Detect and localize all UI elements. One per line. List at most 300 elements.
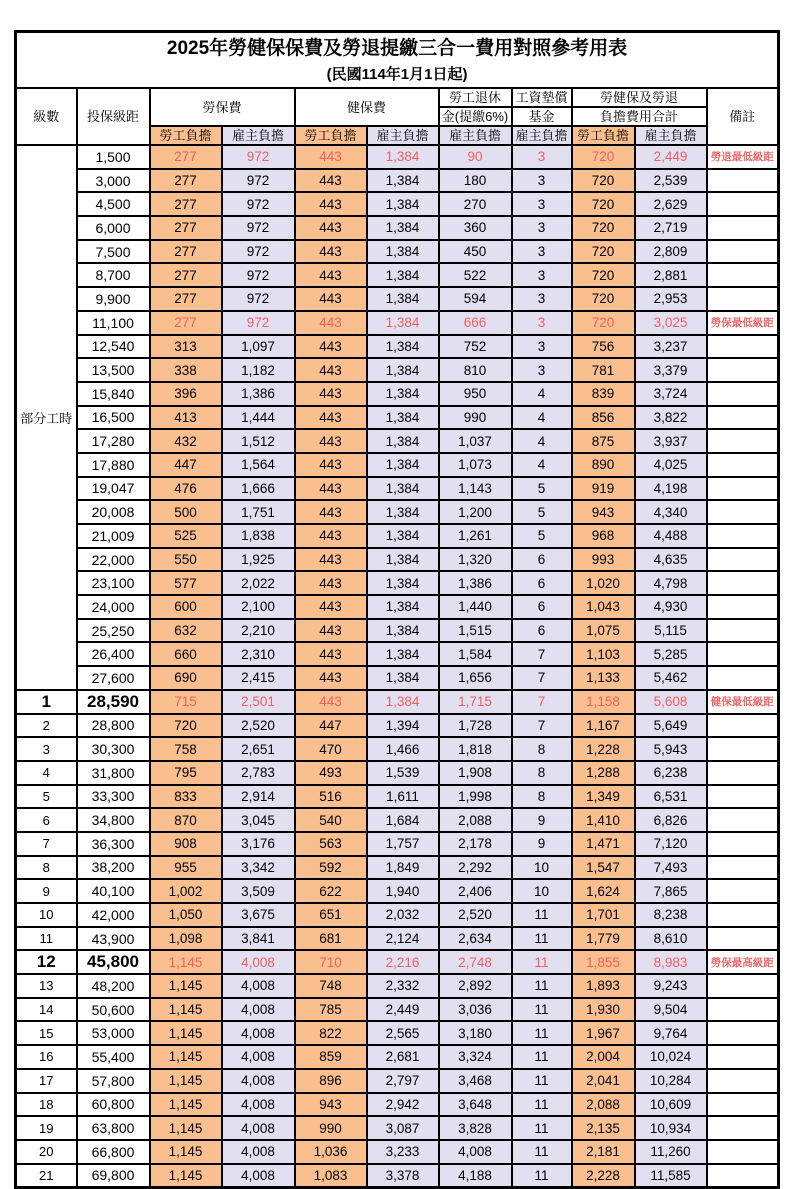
fund-employer-cell: 5	[512, 500, 572, 524]
health-employee-cell: 443	[295, 524, 367, 548]
table-row	[16, 737, 779, 761]
health-employer-cell: 1,394	[367, 714, 439, 738]
remark-cell	[707, 998, 779, 1022]
fund-employer-cell: 11	[512, 1164, 572, 1188]
level-cell: 15	[16, 1021, 77, 1045]
labor-employer-cell: 1,386	[222, 382, 295, 406]
fund-employer-cell: 5	[512, 477, 572, 501]
health-employee-cell: 443	[295, 192, 367, 216]
remark-cell	[707, 879, 779, 903]
remark-cell	[707, 714, 779, 738]
bracket-cell: 24,000	[77, 595, 150, 619]
labor-employer-cell: 4,008	[222, 974, 295, 998]
labor-employer-cell: 4,008	[222, 1045, 295, 1069]
table-row	[16, 761, 779, 785]
total-employee-cell: 2,181	[572, 1140, 635, 1164]
labor-employer-cell: 4,008	[222, 1069, 295, 1093]
fund-employer-cell: 10	[512, 856, 572, 880]
total-employer-cell: 9,243	[635, 974, 707, 998]
bracket-cell: 31,800	[77, 761, 150, 785]
level-cell: 16	[16, 1045, 77, 1069]
table-row	[16, 524, 779, 548]
health-employee-cell: 443	[295, 571, 367, 595]
labor-employee-cell: 1,145	[150, 950, 222, 974]
pension-employer-cell: 990	[439, 406, 512, 430]
fund-employer-cell: 6	[512, 595, 572, 619]
header-total-line2: 負擔費用合計	[572, 107, 707, 126]
labor-employer-cell: 972	[222, 287, 295, 311]
fund-employer-cell: 3	[512, 216, 572, 240]
level-cell: 8	[16, 856, 77, 880]
labor-employer-cell: 972	[222, 240, 295, 264]
fund-employer-cell: 7	[512, 690, 572, 714]
total-employee-cell: 720	[572, 311, 635, 335]
health-employer-cell: 1,384	[367, 500, 439, 524]
remark-cell	[707, 263, 779, 287]
labor-employer-cell: 1,512	[222, 429, 295, 453]
remark-cell	[707, 453, 779, 477]
health-employee-cell: 443	[295, 642, 367, 666]
fund-employer-cell: 4	[512, 406, 572, 430]
labor-employer-cell: 3,675	[222, 903, 295, 927]
bracket-cell: 25,250	[77, 619, 150, 643]
health-employee-cell: 681	[295, 927, 367, 951]
table-row	[16, 216, 779, 240]
total-employer-cell: 4,025	[635, 453, 707, 477]
labor-employee-cell: 1,145	[150, 1045, 222, 1069]
labor-employee-cell: 758	[150, 737, 222, 761]
labor-employer-cell: 4,008	[222, 1164, 295, 1188]
health-employer-cell: 1,384	[367, 429, 439, 453]
total-employer-cell: 6,238	[635, 761, 707, 785]
health-employer-cell: 1,539	[367, 761, 439, 785]
health-employee-cell: 443	[295, 406, 367, 430]
labor-employee-cell: 632	[150, 619, 222, 643]
remark-cell	[707, 595, 779, 619]
bracket-cell: 12,540	[77, 335, 150, 359]
bracket-cell: 7,500	[77, 240, 150, 264]
bracket-cell: 33,300	[77, 785, 150, 809]
labor-employee-cell: 550	[150, 548, 222, 572]
remark-cell	[707, 1021, 779, 1045]
header-fund-line2: 基金	[512, 107, 572, 126]
labor-employee-cell: 313	[150, 335, 222, 359]
total-employer-cell: 4,798	[635, 571, 707, 595]
bracket-cell: 30,300	[77, 737, 150, 761]
total-employee-cell: 1,349	[572, 785, 635, 809]
bracket-cell: 43,900	[77, 927, 150, 951]
health-employee-cell: 443	[295, 453, 367, 477]
pension-employer-cell: 1,261	[439, 524, 512, 548]
total-employee-cell: 1,471	[572, 832, 635, 856]
fund-employer-cell: 11	[512, 927, 572, 951]
remark-cell	[707, 761, 779, 785]
bracket-cell: 63,800	[77, 1116, 150, 1140]
total-employee-cell: 1,967	[572, 1021, 635, 1045]
labor-employee-cell: 277	[150, 287, 222, 311]
total-employer-cell: 5,285	[635, 642, 707, 666]
bracket-cell: 3,000	[77, 169, 150, 193]
labor-employer-cell: 972	[222, 263, 295, 287]
fund-employer-cell: 7	[512, 666, 572, 690]
bracket-cell: 36,300	[77, 832, 150, 856]
total-employer-cell: 7,120	[635, 832, 707, 856]
header-total-line1: 勞健保及勞退	[572, 88, 707, 107]
labor-employee-cell: 1,098	[150, 927, 222, 951]
fund-employer-cell: 4	[512, 453, 572, 477]
total-employee-cell: 856	[572, 406, 635, 430]
labor-employer-cell: 972	[222, 216, 295, 240]
header-fund-employer: 雇主負擔	[512, 126, 572, 145]
pension-employer-cell: 2,748	[439, 950, 512, 974]
health-employee-cell: 443	[295, 429, 367, 453]
header-pension-line2: 金(提繳6%)	[439, 107, 512, 126]
health-employee-cell: 443	[295, 690, 367, 714]
remark-cell	[707, 1140, 779, 1164]
labor-employee-cell: 1,145	[150, 1021, 222, 1045]
remark-cell	[707, 406, 779, 430]
bracket-cell: 19,047	[77, 477, 150, 501]
pension-employer-cell: 450	[439, 240, 512, 264]
total-employee-cell: 890	[572, 453, 635, 477]
table-title-block	[16, 32, 779, 89]
fund-employer-cell: 7	[512, 642, 572, 666]
total-employee-cell: 720	[572, 287, 635, 311]
bracket-cell: 22,000	[77, 548, 150, 572]
total-employee-cell: 1,624	[572, 879, 635, 903]
total-employee-cell: 2,004	[572, 1045, 635, 1069]
header-labor-group: 勞保費	[150, 88, 295, 126]
level-cell: 11	[16, 927, 77, 951]
total-employer-cell: 3,379	[635, 358, 707, 382]
remark-cell: 勞保最低級距	[707, 311, 779, 335]
pension-employer-cell: 2,292	[439, 856, 512, 880]
remark-cell	[707, 382, 779, 406]
total-employee-cell: 1,410	[572, 808, 635, 832]
total-employee-cell: 839	[572, 382, 635, 406]
total-employer-cell: 10,024	[635, 1045, 707, 1069]
labor-employee-cell: 413	[150, 406, 222, 430]
total-employer-cell: 4,930	[635, 595, 707, 619]
fund-employer-cell: 10	[512, 879, 572, 903]
labor-employee-cell: 277	[150, 192, 222, 216]
pension-employer-cell: 1,818	[439, 737, 512, 761]
remark-cell	[707, 358, 779, 382]
remark-cell	[707, 619, 779, 643]
bracket-cell: 38,200	[77, 856, 150, 880]
health-employer-cell: 1,384	[367, 145, 439, 169]
labor-employee-cell: 1,145	[150, 1069, 222, 1093]
total-employer-cell: 6,826	[635, 808, 707, 832]
table-row	[16, 832, 779, 856]
labor-employer-cell: 4,008	[222, 1116, 295, 1140]
total-employee-cell: 1,288	[572, 761, 635, 785]
table-row	[16, 169, 779, 193]
labor-employee-cell: 277	[150, 240, 222, 264]
table-body	[16, 145, 779, 1188]
remark-cell	[707, 666, 779, 690]
pension-employer-cell: 1,515	[439, 619, 512, 643]
health-employer-cell: 1,384	[367, 666, 439, 690]
labor-employer-cell: 972	[222, 311, 295, 335]
bracket-cell: 55,400	[77, 1045, 150, 1069]
total-employee-cell: 2,041	[572, 1069, 635, 1093]
health-employer-cell: 1,384	[367, 240, 439, 264]
health-employer-cell: 2,124	[367, 927, 439, 951]
total-employee-cell: 720	[572, 263, 635, 287]
bracket-cell: 53,000	[77, 1021, 150, 1045]
remark-cell	[707, 1164, 779, 1188]
level-cell: 7	[16, 832, 77, 856]
health-employee-cell: 896	[295, 1069, 367, 1093]
health-employer-cell: 1,384	[367, 358, 439, 382]
bracket-cell: 1,500	[77, 145, 150, 169]
total-employee-cell: 2,088	[572, 1093, 635, 1117]
pension-employer-cell: 666	[439, 311, 512, 335]
total-employer-cell: 8,983	[635, 950, 707, 974]
remark-cell	[707, 216, 779, 240]
total-employer-cell: 10,934	[635, 1116, 707, 1140]
total-employer-cell: 8,610	[635, 927, 707, 951]
labor-employee-cell: 277	[150, 311, 222, 335]
total-employer-cell: 3,025	[635, 311, 707, 335]
level-cell: 10	[16, 903, 77, 927]
total-employer-cell: 2,629	[635, 192, 707, 216]
pension-employer-cell: 4,008	[439, 1140, 512, 1164]
health-employer-cell: 2,216	[367, 950, 439, 974]
health-employee-cell: 990	[295, 1116, 367, 1140]
labor-employee-cell: 1,145	[150, 1140, 222, 1164]
labor-employee-cell: 277	[150, 145, 222, 169]
total-employer-cell: 2,809	[635, 240, 707, 264]
pension-employer-cell: 3,648	[439, 1093, 512, 1117]
health-employer-cell: 1,757	[367, 832, 439, 856]
table-row	[16, 1045, 779, 1069]
labor-employer-cell: 3,045	[222, 808, 295, 832]
labor-employee-cell: 277	[150, 169, 222, 193]
fund-employer-cell: 6	[512, 571, 572, 595]
pension-employer-cell: 522	[439, 263, 512, 287]
remark-cell	[707, 808, 779, 832]
labor-employee-cell: 525	[150, 524, 222, 548]
labor-employer-cell: 4,008	[222, 1093, 295, 1117]
labor-employee-cell: 715	[150, 690, 222, 714]
total-employer-cell: 2,449	[635, 145, 707, 169]
health-employee-cell: 859	[295, 1045, 367, 1069]
labor-employer-cell: 4,008	[222, 1021, 295, 1045]
labor-employee-cell: 1,145	[150, 974, 222, 998]
labor-employer-cell: 1,838	[222, 524, 295, 548]
header-labor-employee: 勞工負擔	[150, 126, 222, 145]
bracket-cell: 8,700	[77, 263, 150, 287]
total-employer-cell: 4,488	[635, 524, 707, 548]
labor-employer-cell: 2,100	[222, 595, 295, 619]
health-employer-cell: 1,611	[367, 785, 439, 809]
header-level: 級數	[16, 88, 77, 145]
labor-employer-cell: 2,022	[222, 571, 295, 595]
labor-employer-cell: 4,008	[222, 950, 295, 974]
total-employee-cell: 1,893	[572, 974, 635, 998]
remark-cell	[707, 287, 779, 311]
bracket-cell: 57,800	[77, 1069, 150, 1093]
health-employer-cell: 1,384	[367, 263, 439, 287]
health-employer-cell: 2,942	[367, 1093, 439, 1117]
total-employee-cell: 1,930	[572, 998, 635, 1022]
table-row	[16, 879, 779, 903]
pension-employer-cell: 810	[439, 358, 512, 382]
labor-employer-cell: 2,520	[222, 714, 295, 738]
health-employee-cell: 443	[295, 287, 367, 311]
labor-employer-cell: 972	[222, 145, 295, 169]
fund-employer-cell: 3	[512, 145, 572, 169]
level-cell: 9	[16, 879, 77, 903]
total-employer-cell: 3,822	[635, 406, 707, 430]
total-employer-cell: 2,881	[635, 263, 707, 287]
fund-employer-cell: 3	[512, 240, 572, 264]
table-row	[16, 927, 779, 951]
health-employer-cell: 2,449	[367, 998, 439, 1022]
health-employee-cell: 443	[295, 358, 367, 382]
header-remark: 備註	[707, 88, 779, 145]
health-employer-cell: 1,384	[367, 216, 439, 240]
table-row	[16, 714, 779, 738]
pension-employer-cell: 594	[439, 287, 512, 311]
pension-employer-cell: 3,036	[439, 998, 512, 1022]
labor-employer-cell: 3,176	[222, 832, 295, 856]
health-employee-cell: 443	[295, 619, 367, 643]
health-employer-cell: 1,384	[367, 595, 439, 619]
total-employee-cell: 1,701	[572, 903, 635, 927]
labor-employee-cell: 720	[150, 714, 222, 738]
table-row	[16, 856, 779, 880]
health-employee-cell: 443	[295, 335, 367, 359]
pension-employer-cell: 2,178	[439, 832, 512, 856]
total-employee-cell: 1,133	[572, 666, 635, 690]
total-employee-cell: 1,043	[572, 595, 635, 619]
remark-cell	[707, 737, 779, 761]
fund-employer-cell: 3	[512, 335, 572, 359]
health-employer-cell: 1,384	[367, 406, 439, 430]
health-employee-cell: 1,083	[295, 1164, 367, 1188]
table-row	[16, 240, 779, 264]
labor-employee-cell: 908	[150, 832, 222, 856]
pension-employer-cell: 1,200	[439, 500, 512, 524]
labor-employer-cell: 1,751	[222, 500, 295, 524]
remark-cell	[707, 903, 779, 927]
health-employee-cell: 443	[295, 666, 367, 690]
level-cell: 20	[16, 1140, 77, 1164]
pension-employer-cell: 1,656	[439, 666, 512, 690]
health-employer-cell: 1,684	[367, 808, 439, 832]
pension-employer-cell: 1,037	[439, 429, 512, 453]
total-employee-cell: 1,075	[572, 619, 635, 643]
labor-employer-cell: 2,310	[222, 642, 295, 666]
fund-employer-cell: 5	[512, 524, 572, 548]
table-row	[16, 287, 779, 311]
page-title: 2025年勞健保保費及勞退提繳三合一費用對照參考用表	[166, 38, 628, 59]
level-cell: 2	[16, 714, 77, 738]
total-employee-cell: 1,020	[572, 571, 635, 595]
bracket-cell: 21,009	[77, 524, 150, 548]
bracket-cell: 6,000	[77, 216, 150, 240]
labor-employee-cell: 1,145	[150, 1116, 222, 1140]
health-employee-cell: 710	[295, 950, 367, 974]
level-cell: 1	[16, 690, 77, 714]
remark-cell	[707, 335, 779, 359]
pension-employer-cell: 1,320	[439, 548, 512, 572]
health-employer-cell: 1,384	[367, 642, 439, 666]
level-cell: 13	[16, 974, 77, 998]
fund-employer-cell: 3	[512, 169, 572, 193]
labor-employer-cell: 3,342	[222, 856, 295, 880]
pension-employer-cell: 1,440	[439, 595, 512, 619]
labor-employee-cell: 500	[150, 500, 222, 524]
health-employer-cell: 1,384	[367, 192, 439, 216]
total-employer-cell: 2,719	[635, 216, 707, 240]
total-employee-cell: 756	[572, 335, 635, 359]
fund-employer-cell: 11	[512, 1021, 572, 1045]
health-employer-cell: 1,384	[367, 571, 439, 595]
labor-employer-cell: 2,210	[222, 619, 295, 643]
total-employer-cell: 3,237	[635, 335, 707, 359]
labor-employee-cell: 1,145	[150, 1164, 222, 1188]
table-row	[16, 358, 779, 382]
total-employer-cell: 2,539	[635, 169, 707, 193]
fund-employer-cell: 3	[512, 263, 572, 287]
labor-employee-cell: 955	[150, 856, 222, 880]
health-employee-cell: 822	[295, 1021, 367, 1045]
total-employer-cell: 2,953	[635, 287, 707, 311]
labor-employee-cell: 1,145	[150, 1093, 222, 1117]
level-cell: 14	[16, 998, 77, 1022]
remark-cell	[707, 642, 779, 666]
labor-employer-cell: 1,564	[222, 453, 295, 477]
health-employer-cell: 1,466	[367, 737, 439, 761]
bracket-cell: 40,100	[77, 879, 150, 903]
header-health-group: 健保費	[295, 88, 439, 126]
labor-employer-cell: 1,925	[222, 548, 295, 572]
labor-employee-cell: 690	[150, 666, 222, 690]
total-employer-cell: 3,937	[635, 429, 707, 453]
remark-cell	[707, 1069, 779, 1093]
bracket-cell: 45,800	[77, 950, 150, 974]
total-employee-cell: 968	[572, 524, 635, 548]
health-employee-cell: 785	[295, 998, 367, 1022]
fund-employer-cell: 3	[512, 287, 572, 311]
level-cell: 17	[16, 1069, 77, 1093]
labor-employer-cell: 2,415	[222, 666, 295, 690]
labor-employee-cell: 1,002	[150, 879, 222, 903]
total-employer-cell: 10,284	[635, 1069, 707, 1093]
bracket-cell: 17,280	[77, 429, 150, 453]
table-row	[16, 1164, 779, 1188]
labor-employer-cell: 4,008	[222, 998, 295, 1022]
labor-employee-cell: 476	[150, 477, 222, 501]
pension-employer-cell: 3,828	[439, 1116, 512, 1140]
total-employer-cell: 9,764	[635, 1021, 707, 1045]
table-row	[16, 808, 779, 832]
labor-employer-cell: 1,097	[222, 335, 295, 359]
table-row	[16, 595, 779, 619]
table-row	[16, 1093, 779, 1117]
total-employer-cell: 4,340	[635, 500, 707, 524]
table-row	[16, 1140, 779, 1164]
labor-employer-cell: 2,783	[222, 761, 295, 785]
health-employer-cell: 1,849	[367, 856, 439, 880]
table-row	[16, 382, 779, 406]
level-cell: 5	[16, 785, 77, 809]
table-row	[16, 145, 779, 169]
